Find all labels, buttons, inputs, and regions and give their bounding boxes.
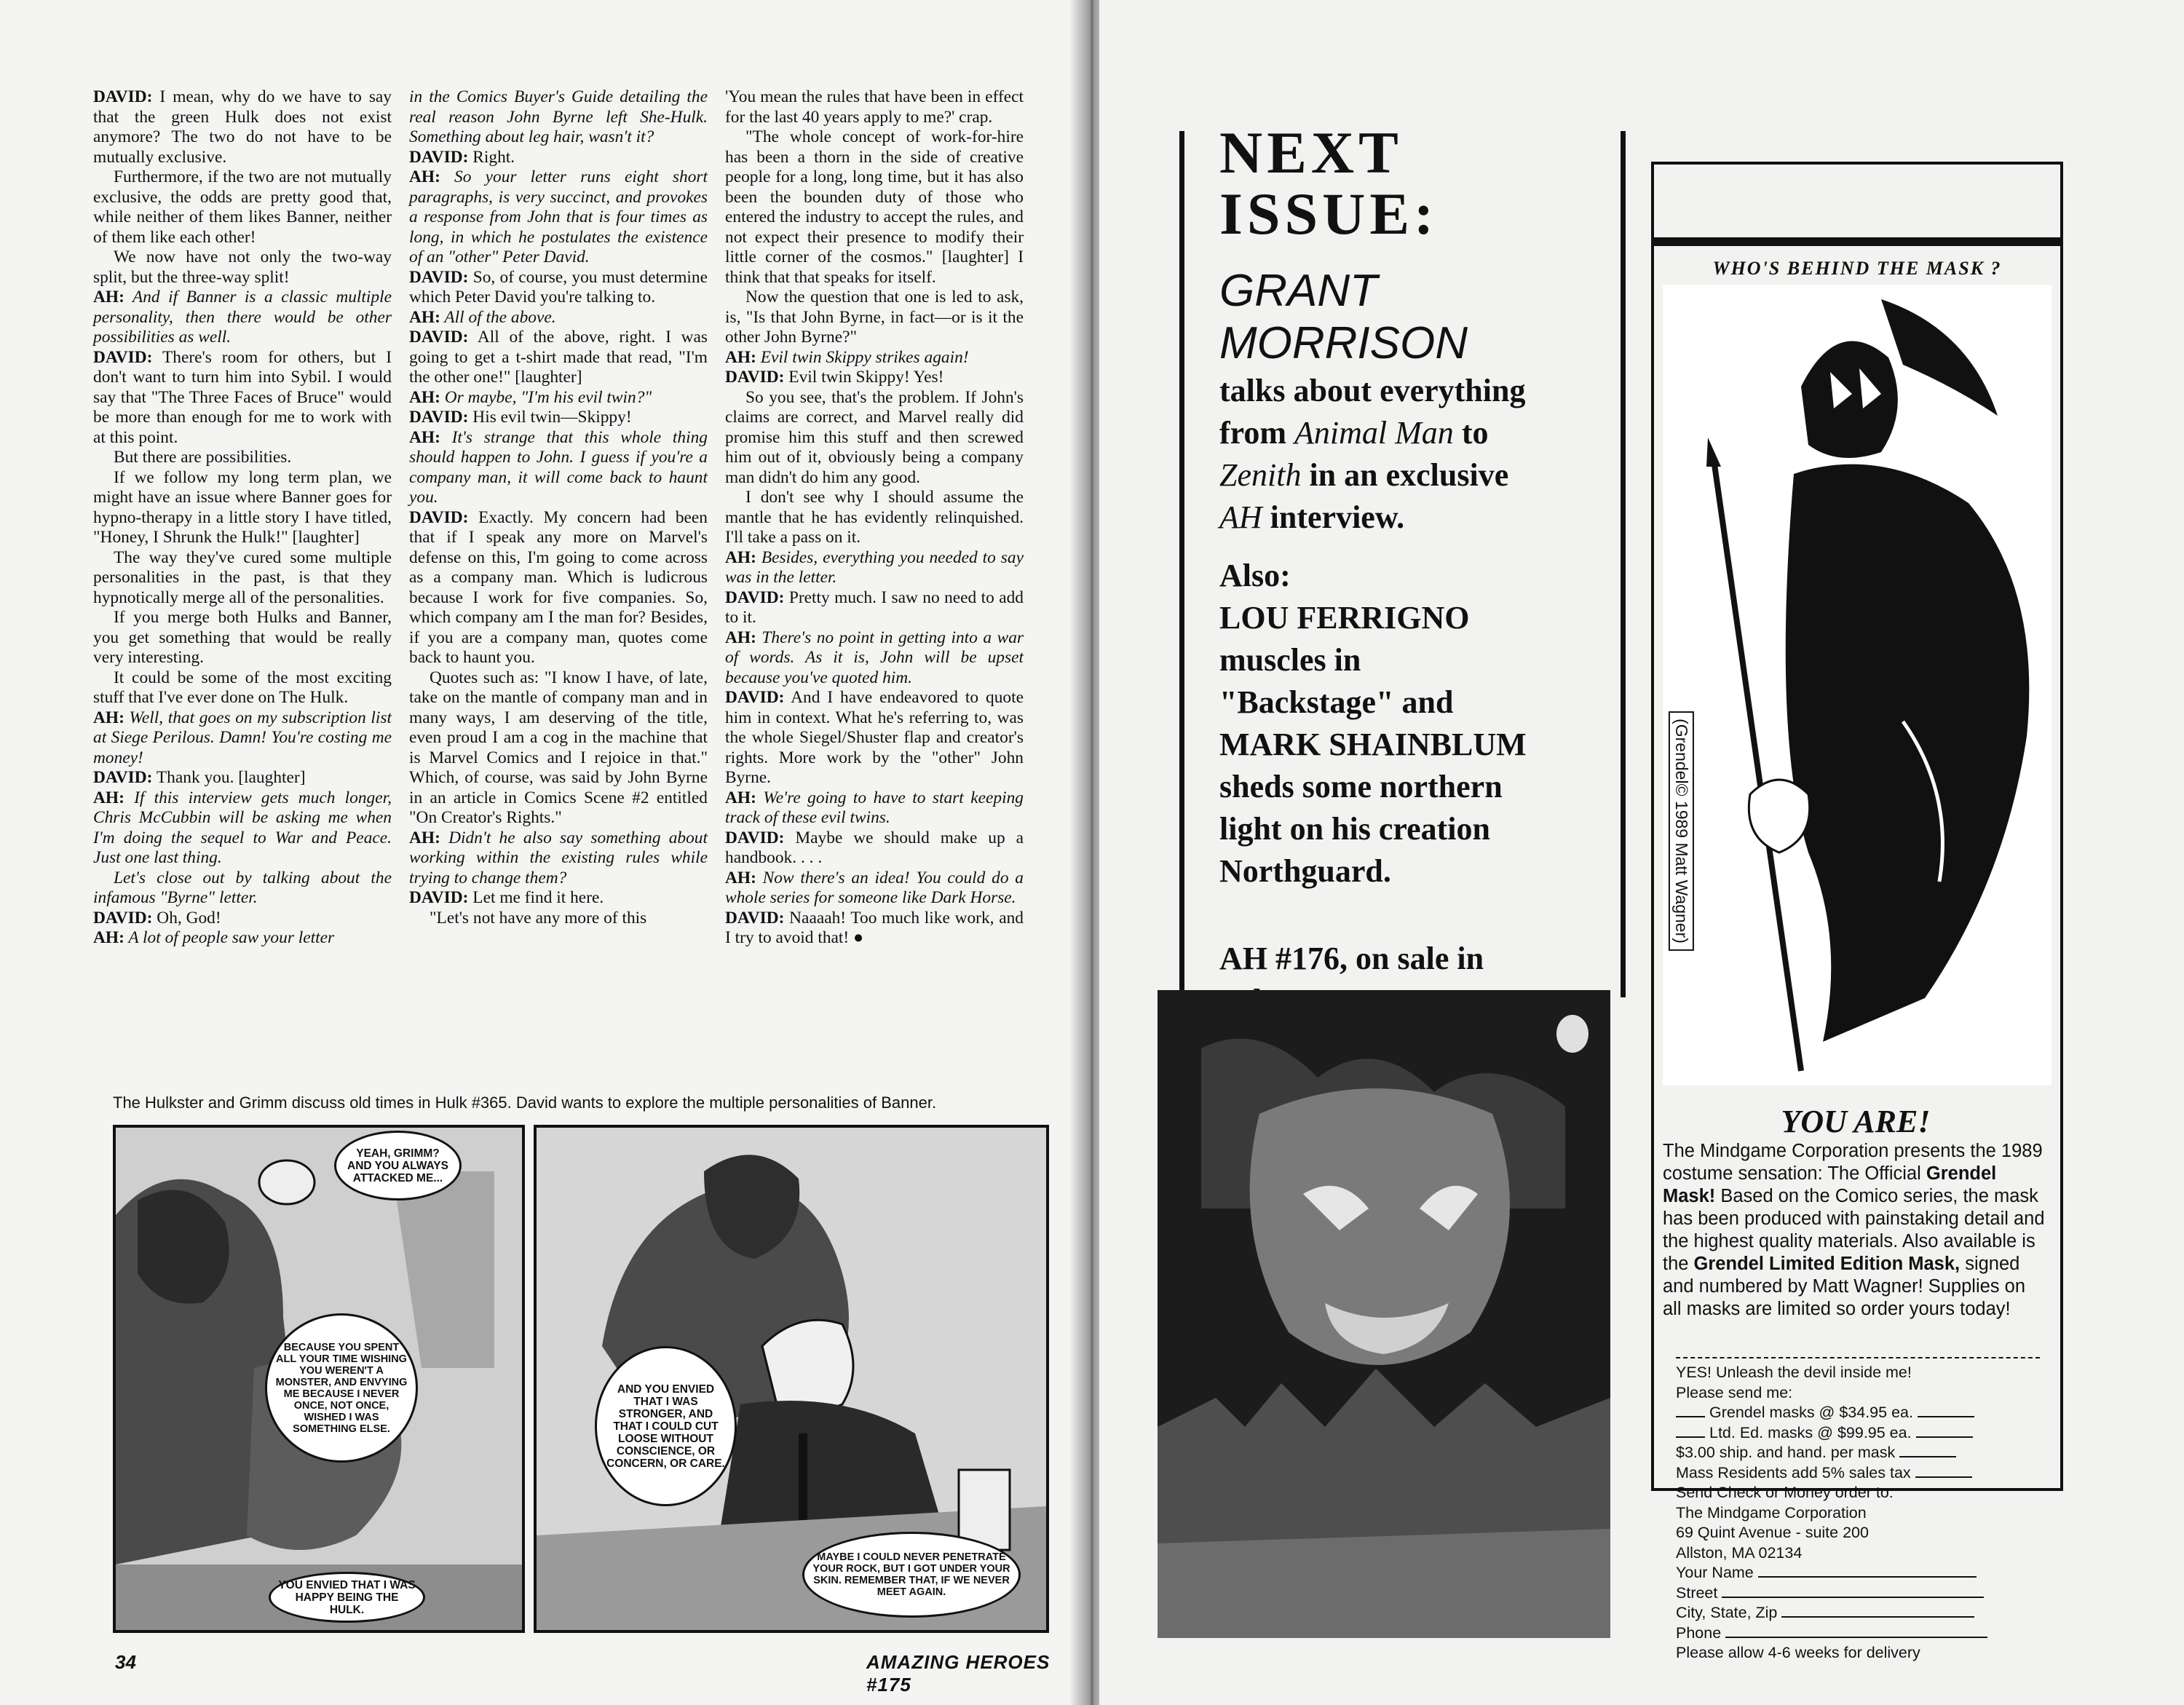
also-line-6: light on his creation xyxy=(1219,811,1491,847)
issue-heading: ISSUE: xyxy=(1219,181,1439,247)
paragraph-text: Exactly. My concern had been that if I speak any more on Marvel's defense on this, I'm going to come across as a company man. Which is ludicrous because I work for five companies. So, which company am I the man for? Besides, if you are a company man, quotes come back to haunt you. xyxy=(409,507,708,667)
grant-name: GRANT xyxy=(1219,266,1377,316)
paragraph-text: If we follow my long term plan, we might have an issue where Banner goes for hypno-therapy in a little story I have titled, "Honey, I Shrunk the Hulk!" [laughter] xyxy=(93,467,392,547)
dark-city-illustration xyxy=(1158,990,1610,1638)
interview-paragraph xyxy=(93,668,392,708)
paragraph-text: We're going to have to start keeping track of these evil twins. xyxy=(725,788,1024,827)
speaker-label: DAVID: xyxy=(409,328,469,347)
paragraph-text: Didn't he also say something about working within the existing rules while trying to change them? xyxy=(409,828,708,887)
paragraph-text: Let's close out by talking about the infamous "Byrne" letter. xyxy=(93,868,392,907)
paragraph-text: I mean, why do we have to say that the green Hulk does not exist anymore? The two do not have to be mutually exclusive. xyxy=(93,87,392,167)
speaker-label: DAVID: xyxy=(409,147,469,167)
comic-panel-1 xyxy=(113,1125,525,1633)
interview-paragraph xyxy=(725,348,1024,368)
speech-balloon-1: YEAH, GRIMM? AND YOU ALWAYS ATTACKED ME... xyxy=(334,1131,462,1200)
paragraph-text: Oh, God! xyxy=(152,908,221,927)
paragraph-text: If this interview gets much longer, Chris McCubbin will be asking me when I'm doing the sequel to War and Peace. Just one last thing. xyxy=(93,788,392,867)
cover-artwork xyxy=(1158,990,1610,1638)
interview-paragraph xyxy=(725,548,1024,588)
street-row: Street xyxy=(1676,1583,2040,1604)
shipping-field[interactable] xyxy=(1899,1456,1956,1457)
interview-paragraph xyxy=(725,909,1024,949)
speech-balloon-2: BECAUSE YOU SPENT ALL YOUR TIME WISHING YOU WEREN'T A MONSTER, AND ENVYING ME BECAUSE I NEVER ONCE, NOT ONCE, WISHED I WAS SOMETHING ELSE. xyxy=(265,1313,418,1463)
interview-paragraph xyxy=(93,248,392,288)
paragraph-text: If you merge both Hulks and Banner, you get something that would be really very interesting. xyxy=(93,608,392,667)
interview-paragraph xyxy=(725,628,1024,689)
speaker-label: AH: xyxy=(93,708,124,727)
speaker-label: DAVID: xyxy=(409,888,469,907)
paragraph-text: So you see, that's the problem. If John's claims are correct, and Marvel really did promise him this stuff and then screwed him out of it, obviously being a company man didn't do him any good. xyxy=(725,387,1024,487)
paragraph-text: Or maybe, "I'm his evil twin?" xyxy=(440,387,652,407)
paragraph-text: His evil twin—Skippy! xyxy=(468,408,632,427)
next-line-3: Zenith in an exclusive xyxy=(1219,457,1509,493)
speaker-label: DAVID: xyxy=(93,908,153,927)
also-line-1: LOU FERRIGNO xyxy=(1219,600,1470,636)
interview-paragraph xyxy=(93,708,392,769)
speaker-label: DAVID: xyxy=(93,347,153,367)
paragraph-text: So, of course, you must determine which Peter David you're talking to. xyxy=(409,267,708,306)
interview-paragraph xyxy=(725,788,1024,828)
city-row: City, State, Zip xyxy=(1676,1603,2040,1623)
delivery-note: Please allow 4-6 weeks for delivery xyxy=(1676,1644,1920,1661)
on-sale-line-1: AH #176, on sale in xyxy=(1219,941,1484,976)
speaker-label: AH: xyxy=(93,928,124,947)
paragraph-text: All of the above. xyxy=(440,307,556,327)
phone-row: Phone xyxy=(1676,1623,2040,1644)
interview-paragraph xyxy=(725,688,1024,788)
tax-field[interactable] xyxy=(1915,1476,1972,1478)
speaker-label: DAVID: xyxy=(725,688,785,707)
ltd-qty-field[interactable] xyxy=(1676,1436,1705,1438)
paragraph-text: Furthermore, if the two are not mutually exclusive, the odds are pretty good that, while neither of them likes Banner, neither of them like each other! xyxy=(93,167,392,247)
speaker-label: DAVID: xyxy=(93,87,153,106)
you-are-heading: YOU ARE! xyxy=(1781,1104,1931,1139)
interview-paragraph xyxy=(93,348,392,448)
grendel-figure xyxy=(1663,285,2052,1085)
street-field[interactable] xyxy=(1722,1597,1984,1598)
interview-column-2 xyxy=(409,87,708,928)
interview-paragraph xyxy=(93,928,392,949)
paragraph-text: Right. xyxy=(468,147,515,167)
also-heading: Also: xyxy=(1219,558,1291,593)
speaker-label: AH: xyxy=(409,427,440,447)
speaker-label: DAVID: xyxy=(725,588,785,607)
paragraph-text: 'You mean the rules that have been in effect for the last 40 years apply to me?' crap. xyxy=(725,87,1024,127)
interview-paragraph xyxy=(409,167,708,268)
ltd-total-field[interactable] xyxy=(1916,1436,1973,1438)
next-heading: NEXT xyxy=(1219,119,1403,186)
left-rule xyxy=(1179,131,1184,997)
right-page xyxy=(1099,0,2184,1705)
city-field[interactable] xyxy=(1781,1616,1974,1618)
tax-row: Mass Residents add 5% sales tax xyxy=(1676,1463,2040,1484)
paragraph-text: in the Comics Buyer's Guide detailing the real reason John Byrne left She-Hulk. Something about leg hair, wasn't it? xyxy=(409,87,708,146)
next-line-2: from Animal Man to xyxy=(1219,415,1489,451)
also-line-4: MARK SHAINBLUM xyxy=(1219,727,1527,762)
paragraph-text: But there are possibilities. xyxy=(114,448,292,467)
also-line-5: sheds some northern xyxy=(1219,769,1503,804)
interview-paragraph xyxy=(93,167,392,248)
paragraph-text: The way they've cured some multiple personalities in the past, is that they hypnotically merge all of the personalities. xyxy=(93,547,392,607)
paragraph-text: Let me find it here. xyxy=(468,888,604,907)
interview-paragraph xyxy=(725,869,1024,909)
speaker-label: AH: xyxy=(725,788,756,807)
paragraph-text: Quotes such as: "I know I have, of late, take on the mantle of company man and in many ways, I am deserving of the title, even proud I am a cog in the machine that is Marvel Comics and I rejoice in that." Which, of course, was said by John Byrne in an article in Comics Scene #2 entitled "On Creator's Rights." xyxy=(409,668,708,827)
speaker-label: AH: xyxy=(725,547,756,567)
interview-paragraph xyxy=(725,388,1024,488)
copyright-credit: (Grendel© 1989 Matt Wagner) xyxy=(1669,711,1694,951)
paragraph-text: "The whole concept of work-for-hire has been a thorn in the side of creative people for a long, long time, but it has also been the bounden duty of those who entered the industry to accept the rules, and not expect their presence to modify their little corner of the cosmos." [laughter] I think that that speaks for itself. xyxy=(725,127,1024,287)
page-footer: AMAZING HEROES #175 xyxy=(866,1651,1051,1696)
speaker-label: DAVID: xyxy=(409,408,469,427)
interview-paragraph xyxy=(725,828,1024,869)
interview-paragraph xyxy=(409,308,708,328)
interview-paragraph xyxy=(409,909,708,929)
interview-paragraph xyxy=(725,127,1024,288)
also-line-3: "Backstage" and xyxy=(1219,684,1454,720)
form-line-7: Send Check or Money order to: xyxy=(1676,1484,1894,1501)
form-line-8: The Mindgame Corporation xyxy=(1676,1503,1867,1522)
paragraph-text: Besides, everything you needed to say was in the letter. xyxy=(725,547,1024,587)
paragraph-text: Now the question that one is led to ask, is, "Is that John Byrne, in fact—or is it the other John Byrne?" xyxy=(725,288,1024,347)
next-line-1: talks about everything xyxy=(1219,373,1526,408)
comic-caption: The Hulkster and Grimm discuss old times in Hulk #365. David wants to explore the multiple personalities of Banner. xyxy=(113,1093,937,1112)
also-line-7: Northguard. xyxy=(1219,853,1391,889)
speaker-label: DAVID: xyxy=(725,828,785,847)
paragraph-text: There's no point in getting into a war of words. As it is, John will be upset because you've quoted him. xyxy=(725,628,1024,687)
paragraph-text: I don't see why I should assume the mantle that he has evidently relinquished. I'll take a pass on it. xyxy=(725,488,1024,547)
interview-paragraph xyxy=(409,508,708,668)
ltd-qty-row: Ltd. Ed. masks @ $99.95 ea. xyxy=(1676,1423,2040,1444)
speaker-label: AH: xyxy=(409,167,440,186)
interview-paragraph xyxy=(409,87,708,148)
interview-paragraph xyxy=(409,668,708,828)
paragraph-text: Thank you. [laughter] xyxy=(152,768,306,787)
interview-paragraph xyxy=(409,828,708,889)
speaker-label: DAVID: xyxy=(409,267,469,287)
grendel-qty-row: Grendel masks @ $34.95 ea. xyxy=(1676,1403,2040,1423)
interview-paragraph xyxy=(725,368,1024,388)
paragraph-text: There's room for others, but I don't want to turn him into Sybil. I would say that "The Three Faces of Bruce" would be more than enough for me to work with at this point. xyxy=(93,347,392,447)
paragraph-text: And if Banner is a classic multiple personality, then there would be other possibilities as well. xyxy=(93,288,392,347)
ad-header-bar xyxy=(1654,237,2060,246)
paragraph-text: A lot of people saw your letter xyxy=(124,928,335,947)
speaker-label: AH: xyxy=(93,788,124,807)
interview-paragraph xyxy=(93,909,392,929)
paragraph-text: It's strange that this whole thing should happen to John. I guess if you're a company man, it will come back to haunt you. xyxy=(409,427,708,507)
paragraph-text: We now have not only the two-way split, but the three-way split! xyxy=(93,248,392,287)
speaker-label: AH: xyxy=(409,387,440,407)
interview-paragraph xyxy=(409,328,708,388)
form-line-2: Please send me: xyxy=(1676,1383,1793,1401)
interview-paragraph xyxy=(93,448,392,468)
paragraph-text: So your letter runs eight short paragraphs, is very succinct, and provokes a response from John that is four times as long, in which he postulates the existence of an "other" Peter David. xyxy=(409,167,708,266)
interview-paragraph xyxy=(93,87,392,167)
speaker-label: AH: xyxy=(725,347,756,367)
grendel-qty-field[interactable] xyxy=(1676,1416,1705,1417)
speech-balloon-5: MAYBE I COULD NEVER PENETRATE YOUR ROCK, BUT I GOT UNDER YOUR SKIN. REMEMBER THAT, IF WE NEVER MEET AGAIN. xyxy=(802,1532,1021,1618)
ad-headline: WHO'S BEHIND THE MASK ? xyxy=(1712,258,2002,279)
speaker-label: AH: xyxy=(409,828,440,847)
left-page xyxy=(0,0,1085,1705)
name-field[interactable] xyxy=(1758,1576,1977,1578)
interview-paragraph xyxy=(93,548,392,609)
form-divider xyxy=(1676,1357,2040,1358)
speaker-label: AH: xyxy=(725,628,756,647)
comic-panel-2 xyxy=(534,1125,1049,1633)
page-number: 34 xyxy=(115,1651,136,1673)
interview-column-3 xyxy=(725,87,1024,949)
interview-paragraph xyxy=(93,288,392,348)
paragraph-text: All of the above, right. I was going to get a t-shirt made that read, "I'm the other one!" [laughter] xyxy=(409,328,708,387)
interview-paragraph xyxy=(93,788,392,869)
grendel-total-field[interactable] xyxy=(1918,1416,1974,1417)
paragraph-text: Evil twin Skippy strikes again! xyxy=(756,347,969,367)
form-line-1: YES! Unleash the devil inside me! xyxy=(1676,1364,1912,1381)
paragraph-text: Maybe we should make up a handbook. . . . xyxy=(725,828,1024,867)
paragraph-text: Naaaah! Too much like work, and I try to avoid that! ● xyxy=(725,908,1024,947)
form-line-10: Allston, MA 02134 xyxy=(1676,1543,1803,1562)
paragraph-text: Well, that goes on my subscription list at Siege Perilous. Damn! You're costing me money! xyxy=(93,708,392,767)
interview-paragraph xyxy=(93,468,392,548)
grendel-mask-ad xyxy=(1651,162,2063,1661)
interview-paragraph xyxy=(725,288,1024,348)
grendel-illustration xyxy=(1663,285,2052,1085)
also-line-2: muscles in xyxy=(1219,642,1361,678)
paragraph-text: It could be some of the most exciting stuff that I've ever done on The Hulk. xyxy=(93,668,392,707)
name-row: Your Name xyxy=(1676,1563,2040,1583)
speaker-label: AH: xyxy=(93,288,124,306)
paragraph-text: Evil twin Skippy! Yes! xyxy=(784,368,944,387)
interview-paragraph xyxy=(409,388,708,408)
interview-paragraph xyxy=(725,488,1024,548)
speech-balloon-4: AND YOU ENVIED THAT I WAS STRONGER, AND THAT I COULD CUT LOOSE WITHOUT CONSCIENCE, OR CONCERN, OR CARE. xyxy=(595,1346,737,1506)
ad-body: YOU ARE! The Mindgame Corporation presents the 1989 costume sensation: The Official Grendel Mask! Based on the Comico series, the mask has been produced with painstaking detail and the highest quality materials. Also available is the Grendel Limited Edition Mask, signed and numbered by Matt Wagner! Supplies on all masks are limited so order yours today! xyxy=(1663,1104,2049,1321)
copyright-credit-box xyxy=(1669,627,1693,1035)
interview-paragraph xyxy=(725,87,1024,127)
interview-paragraph xyxy=(409,428,708,508)
interview-paragraph xyxy=(409,888,708,909)
speaker-label: DAVID: xyxy=(409,507,469,527)
paragraph-text: And I have endeavored to quote him in context. What he's referring to, was the whole Siegel/Shuster flap and creator's rights. More work by the "other" John Byrne. xyxy=(725,688,1024,787)
phone-field[interactable] xyxy=(1725,1637,1987,1638)
form-line-9: 69 Quint Avenue - suite 200 xyxy=(1676,1524,1869,1541)
morrison-name: MORRISON xyxy=(1219,318,1468,368)
speaker-label: DAVID: xyxy=(93,768,153,787)
order-form xyxy=(1676,1351,2040,1664)
interview-column-1 xyxy=(93,87,392,949)
interview-paragraph xyxy=(93,608,392,668)
speaker-label: AH: xyxy=(409,307,440,327)
interview-paragraph xyxy=(409,148,708,168)
interview-paragraph xyxy=(409,408,708,428)
speech-balloon-3: YOU ENVIED THAT I WAS HAPPY BEING THE HULK. xyxy=(269,1572,425,1623)
interview-paragraph xyxy=(725,588,1024,628)
speaker-label: AH: xyxy=(725,868,756,887)
interview-paragraph xyxy=(93,869,392,909)
paragraph-text: "Let's not have any more of this xyxy=(430,908,647,927)
paragraph-text: Now there's an idea! You could do a whole series for someone like Dark Horse. xyxy=(725,868,1024,907)
speaker-label: DAVID: xyxy=(725,908,785,927)
speaker-label: DAVID: xyxy=(725,368,785,387)
interview-paragraph xyxy=(409,268,708,308)
shipping-row: $3.00 ship. and hand. per mask xyxy=(1676,1443,2040,1463)
next-issue-box xyxy=(1219,119,1627,1022)
paragraph-text: Pretty much. I saw no need to add to it. xyxy=(725,588,1024,627)
interview-paragraph xyxy=(93,768,392,788)
next-line-4: AH interview. xyxy=(1219,499,1405,535)
